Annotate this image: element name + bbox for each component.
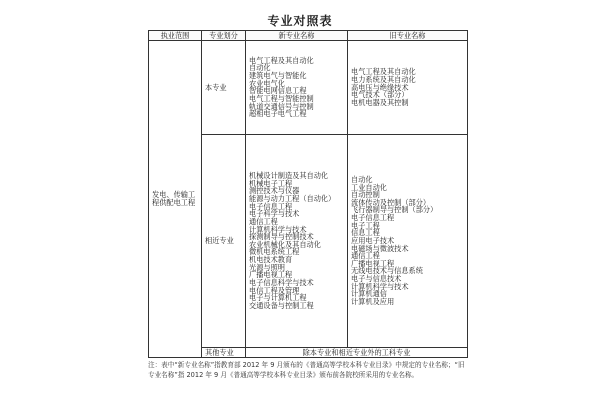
list-item: 农业机械化及其自动化 — [249, 239, 321, 249]
old-major-list — [351, 68, 464, 106]
list-item: 电磁场与微波技术 — [351, 243, 409, 253]
list-item: 电气工程及其自动化 — [351, 67, 416, 77]
list-item: 探测制导与控制技术 — [249, 232, 314, 242]
header-old-major: 旧专业名称 — [348, 31, 468, 41]
old-major-list — [351, 176, 464, 306]
list-item: 农业电气化 — [249, 78, 285, 88]
scope-cell: 发电、传输工程供配电工程 — [149, 41, 202, 358]
list-item: 电子信息科学与技术 — [249, 277, 314, 287]
new-major-cell — [246, 41, 348, 135]
list-item: 智能电网信息工程 — [249, 86, 307, 96]
list-item: 电气工程与智能控制 — [249, 93, 314, 103]
list-item: 机电技术教育 — [249, 255, 293, 264]
list-item: 电信工程及管理 — [249, 285, 300, 295]
list-item: 自动化 — [351, 174, 373, 184]
list-item: 电气工程及其自动化 — [249, 55, 314, 65]
list-item: 计算机科学与技术 — [351, 281, 409, 291]
new-major-list — [249, 57, 344, 118]
list-item: 光源与照明 — [249, 262, 285, 272]
list-item: 自动化 — [249, 63, 271, 73]
list-item: 计算机及应用 — [351, 296, 395, 306]
category-related-major: 相近专业 — [202, 134, 246, 347]
header-scope: 执业范围 — [149, 31, 202, 41]
table-row-this-major — [149, 41, 468, 135]
category-this-major: 本专业 — [202, 41, 246, 135]
list-item: 能源与动力工程（自动化） — [249, 194, 336, 203]
old-major-cell — [348, 41, 468, 135]
category-other-major: 其他专业 — [202, 347, 246, 357]
list-item: 微机电系统工程 — [249, 247, 300, 257]
page-title: 专业对照表 — [267, 14, 333, 28]
new-major-list — [249, 172, 344, 309]
table-footnote: 注：表中“新专业名称”指教育部 2012 年 9 月颁布的《普通高等学校本科专业目录》中规定的专业名称；“旧专业名称”指 2012 年 9 月《普通高等学校本科专业目录》颁布前各院校所采用的专业名称。 — [148, 361, 465, 380]
old-major-cell — [348, 134, 468, 347]
list-item: 广播电视工程 — [249, 270, 293, 280]
header-new-major: 新专业名称 — [246, 31, 348, 41]
list-item: 测控技术与仪器 — [249, 186, 300, 196]
list-item: 电子与信息技术 — [351, 274, 402, 284]
list-item: 飞行器制导与控制（部分） — [351, 205, 438, 215]
major-comparison-table — [148, 30, 468, 358]
list-item: 无线电技术与信息系统 — [351, 266, 423, 276]
list-item: 交通设备与控制工程 — [249, 300, 314, 310]
list-item: 机械设计制造及其自动化 — [249, 171, 329, 181]
new-major-cell — [246, 134, 348, 347]
list-item: 电子与计算机工程 — [249, 293, 307, 303]
header-category: 专业划分 — [202, 31, 246, 41]
list-item: 工业自动化 — [351, 182, 387, 192]
list-item: 通信工程 — [249, 216, 278, 226]
list-item: 电气技术（部分） — [351, 90, 409, 100]
list-item: 建筑电气与智能化 — [249, 71, 307, 81]
list-item: 流体传动及控制（部分） — [351, 197, 431, 207]
list-item: 电子信息工程 — [351, 213, 395, 223]
list-item: 电机电器及其控制 — [351, 97, 409, 107]
list-item: 通信工程 — [351, 251, 380, 261]
list-item: 机械电子工程 — [249, 178, 293, 188]
list-item: 应用电子技术 — [351, 235, 395, 245]
list-item: 自动控制 — [351, 190, 380, 200]
list-item: 电子信息工程 — [249, 201, 293, 211]
list-item: 轨道交通信号与控制 — [249, 101, 314, 111]
list-item: 电力系统及其自动化 — [351, 74, 416, 84]
list-item: 高电压与绝缘技术 — [351, 82, 409, 92]
list-item: 电子科学与技术 — [249, 209, 300, 219]
other-major-description: 除本专业和相近专业外的工科专业 — [246, 347, 468, 357]
list-item: 计算机通信 — [351, 289, 387, 299]
list-item: 超相电子电气工程 — [249, 109, 307, 119]
list-item: 广播电视工程 — [351, 258, 395, 268]
list-item: 电子工程 — [351, 220, 380, 230]
list-item: 信息工程 — [351, 228, 380, 238]
table-header-row — [149, 31, 468, 41]
list-item: 计算机科学与技术 — [249, 224, 307, 234]
